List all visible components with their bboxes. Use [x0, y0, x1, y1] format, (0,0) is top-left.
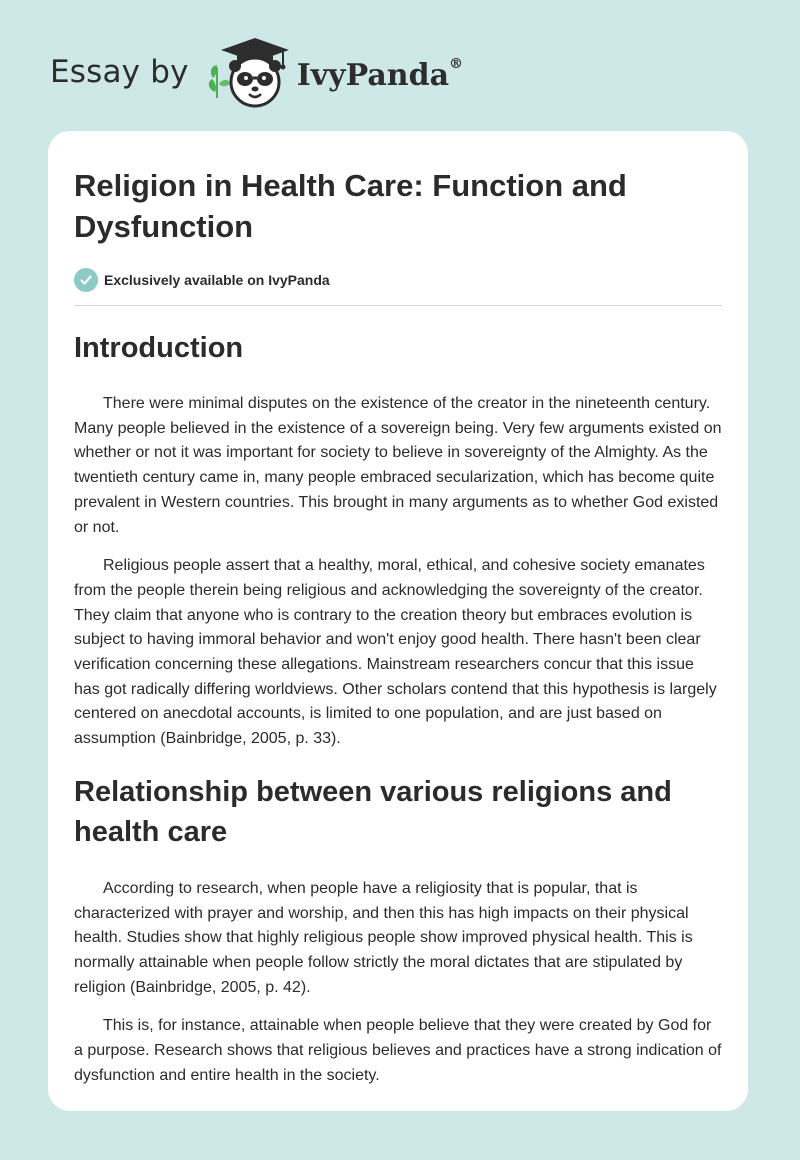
paragraph: This is, for instance, attainable when people believe that they were created by God for a purpose. Research shows that religious believes and practices have a strong indication of dysfunction and entire health in the society. — [74, 1017, 722, 1084]
panda-logo-icon[interactable] — [203, 32, 293, 112]
paragraph: There were minimal disputes on the existence of the creator in the nineteenth century. Many people believed in the existence of a sovereign being. Very few arguments existed on whether or not it was important for society to believe in sovereignty of the Almighty. As the twentieth century came in, many people embraced secularization, which has become quite prevalent in Western countries. This brought in many arguments as to whether God existed or not. — [74, 395, 722, 536]
paragraph: According to research, when people have a religiosity that is popular, that is characterized with prayer and worship, and then this has high impacts on their physical health. Studies show that highly religious people show improved physical health. This is normally attainable when people follow strictly the moral dictates that are stipulated by religion (Bainbridge, 2005, p. 42). — [74, 879, 693, 996]
registered-mark: ® — [449, 55, 464, 72]
exclusive-label: Exclusively available on IvyPanda — [104, 272, 330, 288]
article-card — [48, 131, 748, 1111]
section-heading-relationship: Relationship between various religions and health care — [74, 775, 672, 848]
paragraph: Religious people assert that a healthy, moral, ethical, and cohesive society emanates from the people therein being religious and acknowledging the sovereignty of the creator. They claim that anyone who is contrary to the creation theory but embraces evolution is subject to having immoral behavior and won't enjoy good health. There hasn't been clear verification concerning these allegations. Mainstream researchers concur that this issue has got radically differing worldviews. Other scholars contend that this hypothesis is largely centered on anecdotal accounts, is limited to one population, and are just based on assumption (Bainbridge, 2005, p. 33). — [74, 557, 717, 748]
brand-name: IvyPanda® — [296, 55, 464, 93]
brand-prefix: Essay by — [50, 54, 189, 90]
brand-header — [50, 32, 463, 112]
check-icon — [74, 268, 98, 292]
section-heading-introduction: Introduction — [74, 332, 244, 364]
page-title: Religion in Health Care: Function and Dysfunction — [74, 168, 627, 244]
divider — [74, 305, 722, 306]
exclusive-badge — [74, 268, 722, 292]
